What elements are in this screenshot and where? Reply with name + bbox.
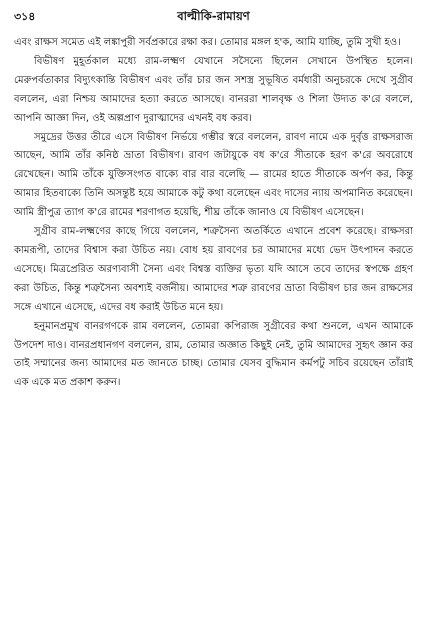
page-body [14, 34, 413, 393]
paragraph: বিভীষণ মুহূর্তকাল মধ্যে রাম-লক্ষ্মণ যেখানে সসৈন্যে ছিলেন সেখানে উপস্থিত হলেন। মেরুপর্বতাকার বিদ্যুৎকান্তি বিভীষণ এবং তাঁর চার জন সশস্ত্র সুভূষিত বর্মধারী অনুচরকে দেখে সুগ্রীব বললেন, এরা নিশ্চয় আমাদের হত্যা করতে আসছে। বানররা শালবৃক্ষ ও শিলা উদ্যত ক'রে বললে, আপনি আজ্ঞা দিন, ওই অল্পপ্রাণ দুরাত্মাদের এখনই বধ করব। [14, 55, 413, 124]
running-title: বাল্মীকি-রামায়ণ [177, 9, 250, 23]
page-header [14, 4, 413, 28]
page-number: ৩১৪ [14, 10, 36, 23]
paragraph: হনুমানপ্রমুখ বানরগণকে রাম বললেন, তোমরা কপিরাজ সুগ্রীবের কথা শুনলে, এখন আমাকে উপদেশ দাও। বানরপ্রধানগণ বললেন, রাম, তোমার অজ্ঞাত কিছুই নেই, তুমি আমাদের সুহৃৎ জ্ঞান কর তাই সম্মানের জন্য আমাদের মত জানতে চাচ্ছ। তোমার যেসব বুদ্ধিমান কর্মপটু সচিব রয়েছেন তাঁরাই এক একে মত প্রকাশ করুন। [14, 320, 413, 389]
paragraph: সমুদ্রের উত্তর তীরে এসে বিভীষণ নির্ভয়ে গম্ভীর স্বরে বললেন, রাবণ নামে এক দুর্বৃত্ত রাক্ষসরাজ আছেন, আমি তাঁর কনিষ্ঠ ভ্রাতা বিভীষণ। রাবণ জটায়ুকে বধ ক'রে সীতাকে হরণ ক'রে অবরোধে রেখেছেন। আমি তাঁকে যুক্তিসংগত বাক্যে বার বার বলেছি — রামের হাতে সীতাকে অর্পণ কর, কিন্তু আমার হিতবাক্যে তিনি অসন্তুষ্ট হয়ে আমাকে কটু কথা বলেছেন এবং দাসের ন্যায় অপমানিত করেছেন। আমি স্ত্রীপুত্র ত্যাগ ক'রে রামের শরণাগত হয়েছি, শীঘ্র তাঁকে জানাও যে বিভীষণ এসেছেন। [14, 131, 413, 219]
paragraph: এবং রাক্ষস সমেত এই লঙ্কাপুরী সর্বপ্রকারে রক্ষা কর। তোমার মঙ্গল হ'ক, আমি যাচ্ছি, তুমি সুখী হও। [14, 37, 401, 48]
paragraph: সুগ্রীব রাম-লক্ষ্মণের কাছে গিয়ে বললেন, শত্রুসৈন্য অতর্কিতে এখানে প্রবেশ করেছে। রাক্ষসরা কামরূপী, তাদের বিশ্বাস করা উচিত নয়। বোধ হয় রাবণের চর আমাদের মধ্যে ভেদ উৎপাদন করতে এসেছে। মিত্রপ্রেরিত অরণ্যবাসী সৈন্য এবং বিশ্বস্ত ব্যক্তির ভৃত্য যদি আসে তবে তাদের স্বপক্ষে গ্রহণ করা উচিত, কিন্তু শত্রুসৈন্য অবশ্যই বর্জনীয়। আমাদের শত্রু রাবণের ভ্রাতা বিভীষণ চার জন রাক্ষসের সঙ্গে এখানে এসেছে, এদের বধ করাই উচিত মনে হয়। [14, 226, 413, 313]
